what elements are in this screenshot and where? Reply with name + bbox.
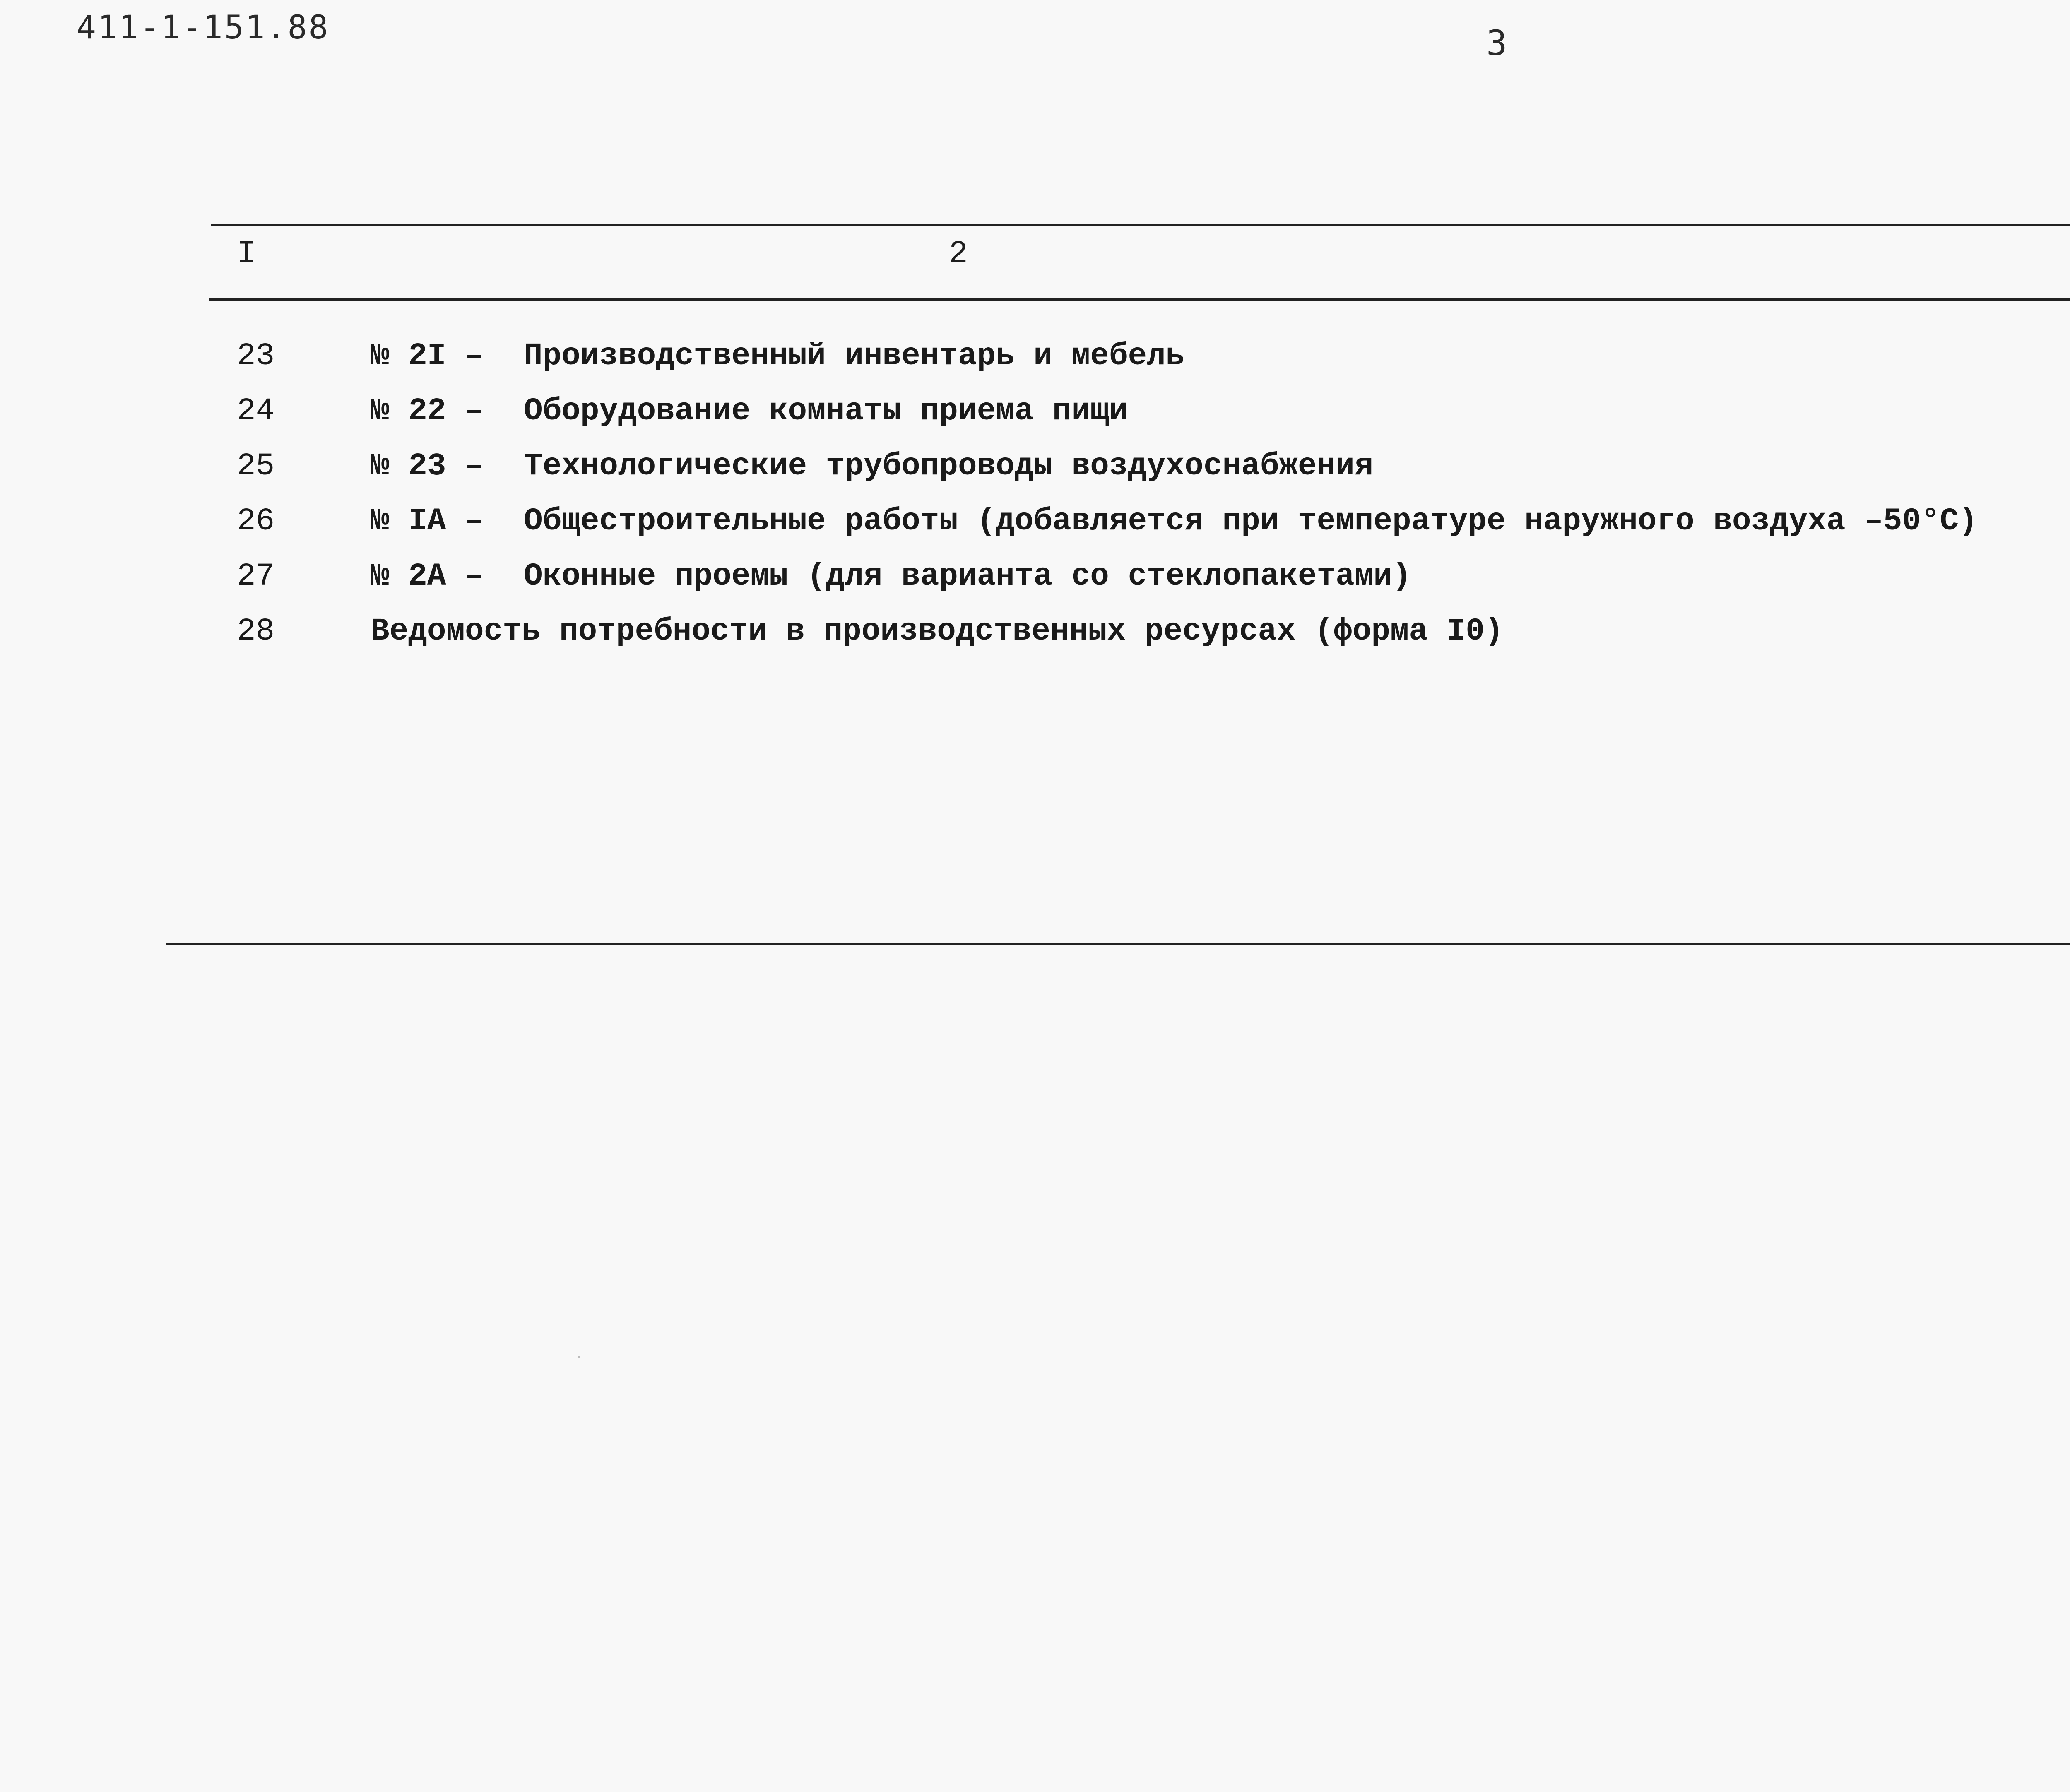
row-number: 24 (237, 393, 275, 429)
column-header-2: 2 (949, 236, 968, 272)
scan-speck (578, 1356, 580, 1358)
table-row (0, 553, 2070, 599)
table-row (0, 609, 2070, 654)
page-number: 3 (1486, 23, 1507, 63)
row-section-mark: № 22 – (371, 393, 484, 429)
column-header-1: I (237, 236, 256, 272)
row-number: 28 (237, 613, 275, 649)
row-number: 25 (237, 448, 275, 484)
row-section-mark: № IA – (371, 503, 484, 539)
row-title: Ведомость потребности в производственных ресурсах (форма I0) (371, 613, 1504, 649)
row-title: Общестроительные работы (добавляется при температуре наружного воздуха –50°С) (524, 503, 1978, 539)
row-title: Оконные проемы (для варианта со стеклопакетами) (524, 558, 1411, 594)
table-row (0, 388, 2070, 434)
row-title: Производственный инвентарь и мебель (524, 338, 1185, 374)
row-number: 26 (237, 503, 275, 539)
row-section-mark: № 2A – (371, 558, 484, 594)
table-row (0, 498, 2070, 544)
row-title: Оборудование комнаты приема пищи (524, 393, 1128, 429)
table-row (0, 443, 2070, 489)
table-header-rule (209, 298, 2070, 301)
table-row (0, 333, 2070, 379)
table-bottom-rule (166, 943, 2070, 945)
document-code: 411-1-151.88 (77, 9, 330, 46)
row-section-mark: № 23 – (371, 448, 484, 484)
row-title: Технологические трубопроводы воздухоснабжения (524, 448, 1374, 484)
row-number: 27 (237, 558, 275, 594)
table-top-rule (211, 224, 2070, 226)
row-section-mark: № 2I – (371, 338, 484, 374)
row-number: 23 (237, 338, 275, 374)
